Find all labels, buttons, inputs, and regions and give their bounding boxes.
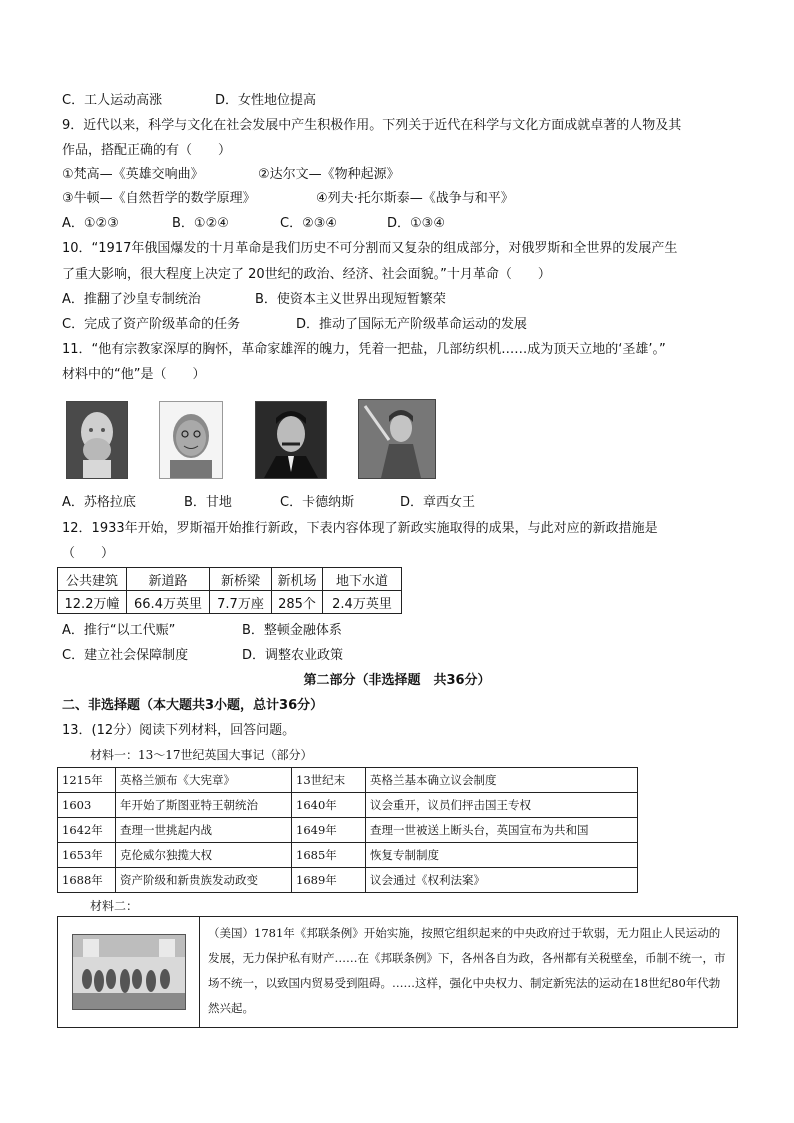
table-cell: 议会通过《权利法案》: [366, 868, 638, 893]
q12-option-d[interactable]: D．调整农业政策: [242, 648, 344, 663]
q12-stem-line2: （ ）: [62, 546, 115, 561]
q9-option-a[interactable]: A．①②③: [62, 216, 119, 231]
q12-stem-line1: 12．1933年开始，罗斯福开始推行新政，下表内容体现了新政实施取得的成果，与此对应的新政措施是: [62, 521, 658, 536]
q10-option-d[interactable]: D．推动了国际无产阶级革命运动的发展: [296, 317, 528, 332]
material2-text: （美国）1781年《邦联条例》开始实施，按照它组织起来的中央政府过于软弱，无力阻止人民运动的发展，无力保护私有财产……在《邦联条例》下，各州各自为政，各州都有关税壁垒，币制不统一，市场不统一，以致国内贸易受到阻碍。……这样，强化中央权力、制定新宪法的运动在18世纪80年代勃然兴起。: [208, 926, 726, 1015]
material2-divider: [199, 917, 200, 1027]
q9-option-b[interactable]: B．①②④: [172, 216, 229, 231]
table-cell: 资产阶级和新贵族发动政变: [116, 868, 292, 893]
table-header-cell: 地下水道: [323, 568, 402, 591]
table-cell: 1642年: [58, 818, 116, 843]
table-cell: 66.4万英里: [127, 591, 210, 614]
q10-stem-line2: 了重大影响，很大程度上决定了 20世纪的政治、经济、社会面貌。”十月革命（ ）: [62, 267, 551, 282]
table-row: [58, 568, 402, 591]
table-header-cell: 新桥梁: [210, 568, 272, 591]
q9-stem-line1: 9．近代以来，科学与文化在社会发展中产生积极作用。下列关于近代在科学与文化方面成就卓著的人物及其: [62, 118, 682, 133]
cardenas-portrait-image: [255, 401, 327, 479]
q11-option-d[interactable]: D．章西女王: [400, 495, 476, 510]
table-cell: 克伦威尔独揽大权: [116, 843, 292, 868]
table-cell: 1649年: [292, 818, 366, 843]
socrates-bust-image: [66, 401, 128, 479]
table-cell: 2.4万英里: [323, 591, 402, 614]
q9-item-1: ①梵高—《英雄交响曲》: [62, 167, 204, 182]
q10-stem-line1: 10．“1917年俄国爆发的十月革命是我们历史不可分割而又复杂的组成部分，对俄罗斯和全世界的发展产生: [62, 241, 678, 256]
table-cell: 1685年: [292, 843, 366, 868]
rani-of-jhansi-image: [358, 399, 436, 479]
q12-option-b[interactable]: B．整顿金融体系: [242, 623, 342, 638]
q10-option-c[interactable]: C．完成了资产阶级革命的任务: [62, 317, 241, 332]
table-row: [58, 591, 402, 614]
q8-option-d[interactable]: D．女性地位提高: [215, 93, 317, 108]
q11-stem-line2: 材料中的“他”是（ ）: [62, 367, 206, 382]
table-cell: 7.7万座: [210, 591, 272, 614]
q10-option-b[interactable]: B．使资本主义世界出现短暂繁荣: [255, 292, 446, 307]
material2-label: 材料二：: [90, 899, 139, 913]
material1-label: 材料一：13～17世纪英国大事记（部分）: [90, 748, 313, 762]
q9-item-2: ②达尔文—《物种起源》: [258, 167, 400, 182]
table-cell: 年开始了斯图亚特王朝统治: [116, 793, 292, 818]
q13-stem: 13．(12分）阅读下列材料，回答问题。: [62, 723, 296, 738]
table-row: [58, 793, 638, 818]
q9-option-d[interactable]: D．①③④: [387, 216, 445, 231]
table-row: [58, 868, 638, 893]
table-row: [58, 818, 638, 843]
q12-option-a[interactable]: A．推行“以工代赈”: [62, 623, 176, 638]
table-cell: 1215年: [58, 768, 116, 793]
q9-option-c[interactable]: C．②③④: [280, 216, 338, 231]
table-cell: 查理一世被送上断头台，英国宣布为共和国: [366, 818, 638, 843]
table-row: [58, 768, 638, 793]
q12-table: [57, 567, 402, 614]
table-cell: 13世纪末: [292, 768, 366, 793]
table-cell: 1689年: [292, 868, 366, 893]
q8-option-c[interactable]: C．工人运动高涨: [62, 93, 163, 108]
table-cell: 议会重开，议员们抨击国王专权: [366, 793, 638, 818]
q13-events-table: [57, 767, 638, 893]
table-row: [58, 843, 638, 868]
q9-stem-line2: 作品，搭配正确的有（ ）: [62, 143, 232, 158]
table-cell: 1603: [58, 793, 116, 818]
table-cell: 英格兰颁布《大宪章》: [116, 768, 292, 793]
constitutional-convention-painting: [72, 934, 186, 1010]
table-header-cell: 新机场: [272, 568, 323, 591]
part2-title: 第二部分（非选择题 共36分）: [303, 673, 491, 688]
table-header-cell: 公共建筑: [58, 568, 127, 591]
section2-title: 二、非选择题（本大题共3小题，总计36分）: [62, 698, 324, 713]
table-cell: 英格兰基本确立议会制度: [366, 768, 638, 793]
q11-option-c[interactable]: C．卡德纳斯: [280, 495, 355, 510]
q11-stem-line1: 11．“他有宗教家深厚的胸怀，革命家雄浑的魄力，凭着一把盐，几部纺织机……成为顶天立地的‘圣雄’。”: [62, 342, 666, 357]
gandhi-portrait-image: [159, 401, 223, 479]
material2-box: [57, 916, 738, 1028]
table-cell: 查理一世挑起内战: [116, 818, 292, 843]
table-cell: 1640年: [292, 793, 366, 818]
q11-option-a[interactable]: A．苏格拉底: [62, 495, 136, 510]
table-header-cell: 新道路: [127, 568, 210, 591]
table-cell: 285个: [272, 591, 323, 614]
q11-option-b[interactable]: B．甘地: [184, 495, 232, 510]
table-cell: 12.2万幢: [58, 591, 127, 614]
table-cell: 恢复专制制度: [366, 843, 638, 868]
q10-option-a[interactable]: A．推翻了沙皇专制统治: [62, 292, 201, 307]
q9-item-3: ③牛顿—《自然哲学的数学原理》: [62, 191, 256, 206]
q9-item-4: ④列夫·托尔斯泰—《战争与和平》: [316, 191, 514, 206]
q12-option-c[interactable]: C．建立社会保障制度: [62, 648, 189, 663]
table-cell: 1653年: [58, 843, 116, 868]
table-cell: 1688年: [58, 868, 116, 893]
